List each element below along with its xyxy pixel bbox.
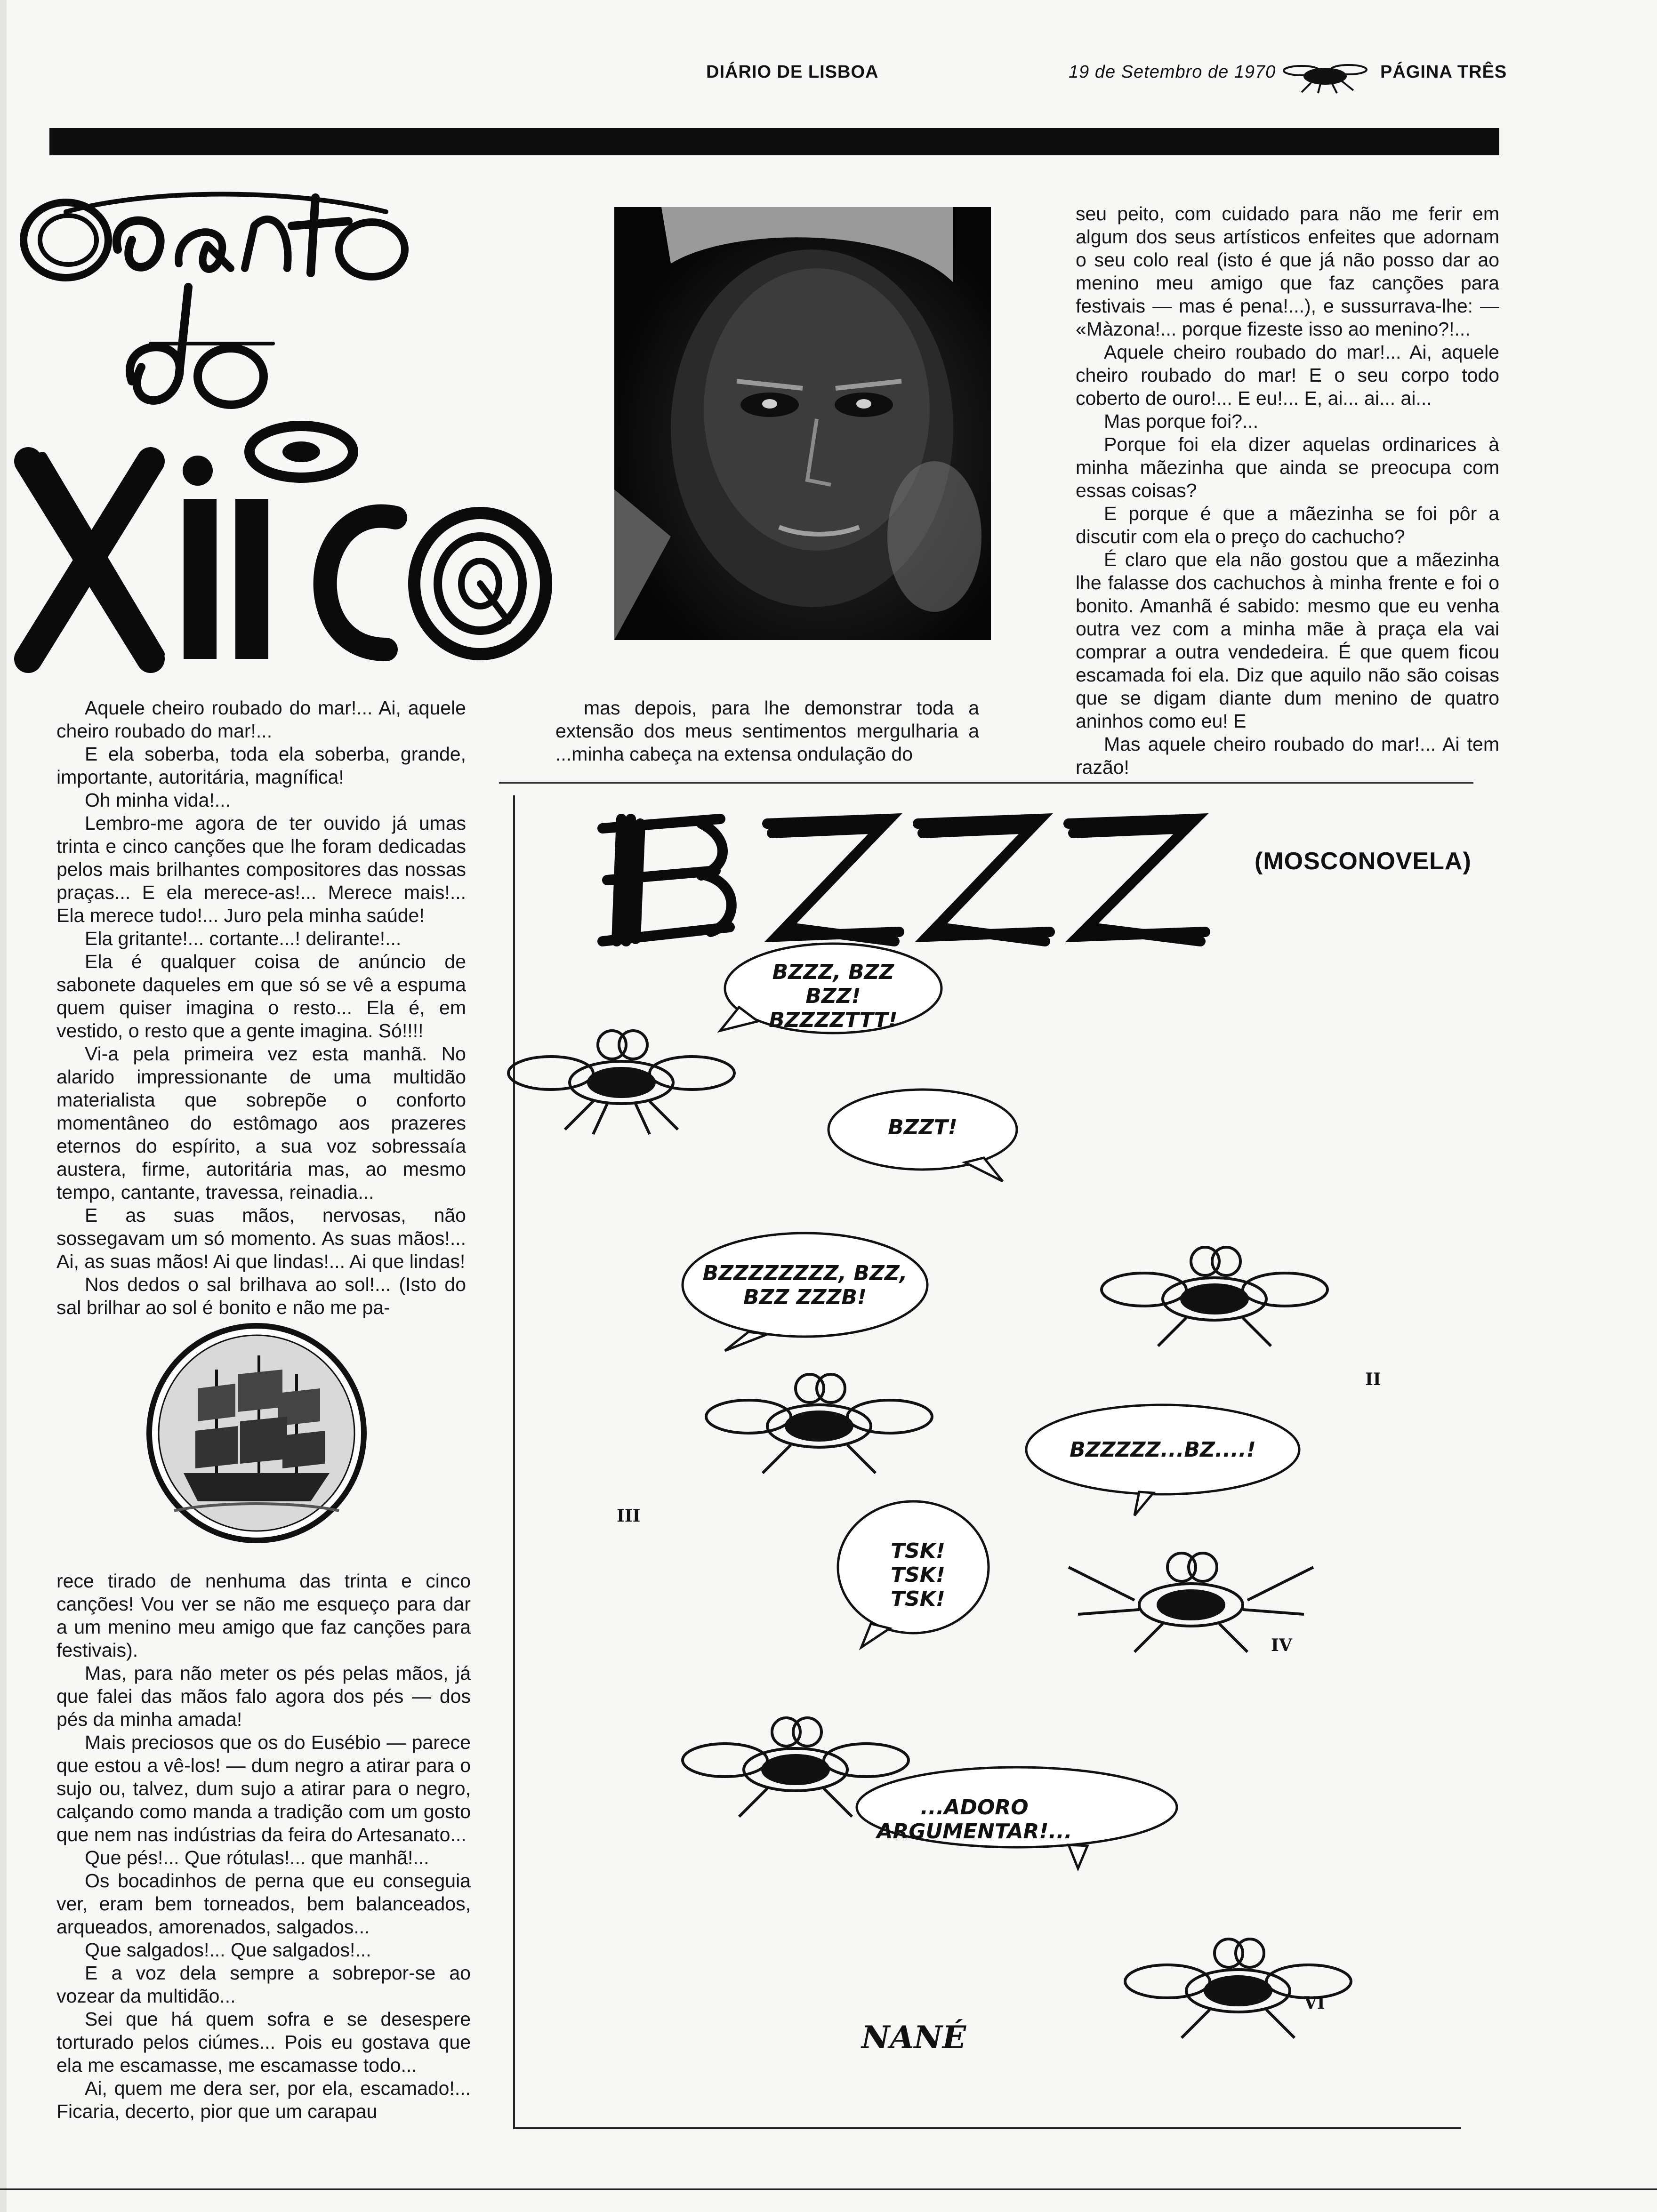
article-column-middle: [555, 697, 979, 766]
speech-bubble-6: ...ADORO ARGUMENTAR!...: [877, 1795, 1072, 1843]
paragraph: mas depois, para lhe demonstrar toda a extensão dos meus sentimentos mergulharia a ...minha cabeça na extensa ondulação do: [555, 697, 979, 765]
comic-top-rule: [499, 782, 1473, 784]
panel-number: II: [1365, 1370, 1381, 1389]
paragraph: Mas aquele cheiro roubado do mar!... Ai tem razão!: [1076, 733, 1499, 778]
paragraph: Nos dedos o sal brilhava ao sol!... (Isto do sal brilhar ao sol é bonito e não me pa-: [56, 1274, 466, 1318]
newspaper-name: DIÁRIO DE LISBOA: [706, 62, 879, 82]
paragraph: seu peito, com cuidado para não me ferir em algum dos seus artísticos enfeites que adornam o seu colo real (isto é que já não posso dar ao menino meu amigo que faz canções para festivais — mas é pena!...), e sussurrava-lhe: — «Màzona!... porque fizeste isso ao menino?!...: [1076, 203, 1499, 340]
paragraph: Que pés!... Que rótulas!... que manhã!...: [85, 1847, 429, 1868]
title-line1: o canto: [9, 163, 34, 171]
paragraph: Os bocadinhos de perna que eu conseguia ver, eram bem torneados, bem balanceados, arqueados, amorenados, salgados...: [56, 1870, 471, 1938]
speech-bubble-4: BZZZZZ...BZ....!: [1070, 1438, 1256, 1462]
paragraph: Vi-a pela primeira vez esta manhã. No alarido impressionante de uma multidão materialista que sobrepõe o conforto momentâneo do estômago aos prazeres eternos do espírito, a sua voz sobressaía austera, firme, autoritária mas, ao mesmo tempo, cantante, travessa, reinadia...: [56, 1043, 466, 1203]
panel-number: IV: [1271, 1635, 1292, 1655]
portrait-photo: [614, 207, 991, 640]
paragraph: Oh minha vida!...: [85, 789, 231, 811]
article-column-left-continued: [56, 1570, 471, 2123]
paragraph: Mas, para não meter os pés pelas mãos, já que falei das mãos falo agora dos pés — dos pés da minha amada!: [56, 1662, 471, 1730]
speech-bubble-3: BZZZZZZZZ, BZZ, BZZ ZZZB!: [702, 1261, 908, 1309]
comic-title-art: [588, 800, 1224, 955]
paragraph: E ela soberba, toda ela soberba, grande, importante, autoritária, magnífica!: [56, 743, 466, 788]
speech-bubble-2: BZZT!: [888, 1115, 957, 1139]
paragraph: E porque é que a mãezinha se foi pôr a discutir com ela o preço do cachucho?: [1076, 503, 1499, 547]
fly-icon: [1273, 56, 1372, 94]
article-column-right: [1076, 202, 1499, 779]
page-header: [706, 56, 1506, 94]
page-bottom-rule: [0, 2188, 1657, 2190]
paragraph: É claro que ela não gostou que a mãezinha lhe falasse dos cachuchos à minha frente e foi o bonito. Amanhã é sabido: mesmo que eu venha outra vez com a minha mãe à praça ela vai comprar a outra vendedeira. É que quem ficou escamada foi ela. Diz que aquilo não são coisas que se digam diante dum menino de quatro aninhos como eu! E: [1076, 549, 1499, 732]
cartoonist-signature: NANÉ: [861, 2019, 966, 2056]
header-rule: [49, 128, 1499, 155]
page-edge: [0, 0, 7, 2212]
title-logo-art: [9, 163, 565, 687]
paragraph: Aquele cheiro roubado do mar!... Ai, aquele cheiro roubado do mar!...: [56, 697, 466, 742]
paragraph: Que salgados!... Que salgados!...: [85, 1939, 371, 1961]
paragraph: Ela é qualquer coisa de anúncio de sabonete daqueles em que só se vê a espuma quem quiser imagina o resto... Ela é, em vestido, o resto que a gente imagina. Só!!!!: [56, 951, 466, 1042]
paragraph: E as suas mãos, nervosas, não sossegavam um só momento. As suas mãos!... Ai, as suas mãos! Ai que lindas!... Ai que lindas!: [56, 1204, 466, 1272]
ship-medallion-image: [146, 1322, 367, 1544]
paragraph: rece tirado de nenhuma das trinta e cinco canções! Vou ver se não me esqueço para dar a um menino meu amigo que faz canções para festivais).: [56, 1570, 471, 1661]
paragraph: E a voz dela sempre a sobrepor-se ao vozear da multidão...: [56, 1962, 471, 2007]
paragraph: Lembro-me agora de ter ouvido já umas trinta e cinco canções que lhe foram dedicadas pelos mais brilhantes compositores das nossas praças... E ela merece-as!... Merece mais!... Ela merece tudo!... Juro pela minha saúde!: [56, 812, 466, 926]
article-column-left: [56, 697, 466, 1319]
paragraph: Ai, quem me dera ser, por ela, escamado!... Ficaria, decerto, pior que um carapau: [56, 2077, 471, 2122]
panel-number: III: [617, 1506, 641, 1526]
issue-date: 19 de Setembro de 1970: [1069, 62, 1276, 82]
speech-bubble-1: BZZZ, BZZ BZZ! BZZZZTTT!: [769, 960, 898, 1032]
paragraph: Mais preciosos que os do Eusébio — parece que estou a vê-los! — dum negro a atirar para o sujo ou, talvez, dum sujo a atirar para o negro, calçando como manda a tradição com um gosto que nem nas indústrias da feira do Artesanato...: [56, 1731, 471, 1845]
paragraph: Mas porque foi?...: [1104, 410, 1259, 432]
comic-subtitle: (MOSCONOVELA): [1255, 848, 1472, 875]
paragraph: Aquele cheiro roubado do mar!... Ai, aquele cheiro roubado do mar! E o seu corpo todo coberto de ouro!... E eu!... E, ai... ai... ai...: [1076, 341, 1499, 409]
panel-number: VI: [1304, 1993, 1325, 2013]
paragraph: Ela gritante!... cortante...! delirante!...: [85, 928, 402, 949]
speech-bubble-5: TSK! TSK! TSK!: [891, 1539, 945, 1611]
page-number: PÁGINA TRÊS: [1380, 62, 1507, 82]
paragraph: Sei que há quem sofra e se desespere torturado pelos ciúmes... Pois eu gostava que ela me escamasse, me escamasse todo...: [56, 2008, 471, 2076]
paragraph: Porque foi ela dizer aquelas ordinarices à minha mãezinha que ainda se preocupa com essas coisas?: [1076, 433, 1499, 501]
